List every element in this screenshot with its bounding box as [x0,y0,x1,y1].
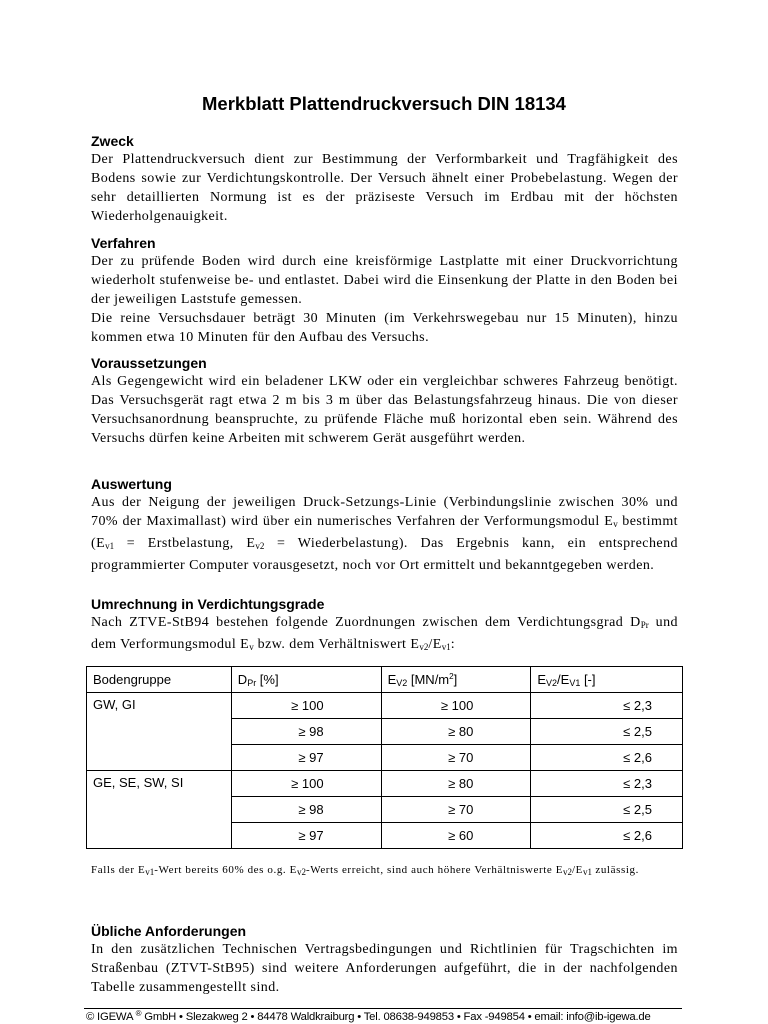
section-text: Aus der Neigung der jeweiligen Druck-Setzungs-Linie (Verbindungslinie zwischen 30% und 70% der Maximallast) wird über ein numerisches Verfahren der Verformungsmodul $E_v$ bestimmt ($E_{v1}$ = Erstbelastung, $E_{v2}$ = Wiederbelastung). Das Ergebnis kann, ein entsprechend programmierter Computer vorausgesetzt, noch vor Ort ermittelt und bekanntgegeben werden. [91,495,678,573]
table-cell-ratio: ≤ 2,6 [531,823,683,849]
table-cell-dpr: ≥ 97 [231,745,381,771]
section-heading: Verfahren [91,235,156,251]
table-cell-ev2: ≥ 70 [381,797,531,823]
section-heading: Auswertung [91,476,172,492]
section-heading: Umrechnung in Verdichtungsgrade [91,596,325,612]
table-cell-ratio: ≤ 2,5 [531,719,683,745]
header-ratio: $E_{V2}/E_{V1}$ [-] [531,667,683,693]
section-text: Nach ZTVE-StB94 bestehen folgende Zuordnungen zwischen dem Verdichtungsgrad $D_{Pr}$ und dem Verformungsmodul $E_v$ bzw. dem Verhältniswert $E_{v2}/E_{v1}$: [91,615,678,652]
table-row [87,693,683,719]
table-header-row [87,667,683,693]
section-heading: Übliche Anforderungen [91,923,247,939]
section-auswertung [91,476,678,575]
table-cell-ratio: ≤ 2,6 [531,745,683,771]
section-anforderungen [91,923,678,997]
header-dpr: $D_{Pr}$ [%] [231,667,381,693]
header-ev2: $E_{V2}$ $[MN/m^2]$ [381,667,531,693]
page-title: Merkblatt Plattendruckversuch DIN 18134 [202,93,566,114]
table-cell-ev2: ≥ 70 [381,745,531,771]
table-cell-dpr: ≥ 100 [231,693,381,719]
table-cell-ratio: ≤ 2,3 [531,771,683,797]
table-cell-ratio: ≤ 2,5 [531,797,683,823]
section-voraussetzungen [91,355,678,448]
section-text: Der Plattendruckversuch dient zur Bestimmung der Verformbarkeit und Tragfähigkeit des Bodens sowie zur Verdichtungskontrolle. Der Versuch ähnelt einer Probebelastung. Wegen der sehr detaillierten Normung ist es der präziseste Versuch im Erdbau mit der höchsten Wiederholgenauigkeit. [91,152,678,224]
table-cell-dpr: ≥ 98 [231,797,381,823]
header-bodengruppe: Bodengruppe [87,667,232,693]
section-umrechnung [91,596,678,657]
table-group-cell: GE, SE, SW, SI [87,771,232,849]
table-cell-dpr: ≥ 100 [231,771,381,797]
table-cell-dpr: ≥ 97 [231,823,381,849]
table-cell-ev2: ≥ 80 [381,771,531,797]
table-cell-ev2: ≥ 80 [381,719,531,745]
page-footer: © IGEWA ® GmbH • Slezakweg 2 • 84478 Waldkraiburg • Tel. 08638-949853 • Fax -949854 • email: info@ib-igewa.de [86,1009,651,1023]
section-text: Als Gegengewicht wird ein beladener LKW oder ein vergleichbar schweres Fahrzeug benötigt. Das Versuchsgerät ragt etwa 2 m bis 3 m über das Belastungsfahrzeug hinaus. Die von dieser Versuchsanordnung beanspruchte, zu prüfende Fläche muß horizontal eben sein. Während des Versuchs dürfen keine Arbeiten mit schwerem Gerät ausgeführt werden. [91,374,678,446]
section-text: In den zusätzlichen Technischen Vertragsbedingungen und Richtlinien für Tragschichten im Straßenbau (ZTVT-StB95) sind weitere Anforderungen aufgeführt, die in der nachfolgenden Tabelle zusammengestellt sind. [91,942,678,995]
section-text: Der zu prüfende Boden wird durch eine kreisförmige Lastplatte mit einer Druckvorrichtung wiederholt stufenweise be- und entlastet. Dabei wird die Einsenkung der Platte in den Boden bei der jeweiligen Laststufe gemessen. [91,254,678,307]
section-heading: Zweck [91,133,134,149]
compaction-table [86,666,683,849]
section-verfahren [91,235,678,347]
table-cell-ev2: ≥ 60 [381,823,531,849]
section-text: Die reine Versuchsdauer beträgt 30 Minuten (im Verkehrswegebau nur 15 Minuten), hinzu kommen etwa 10 Minuten für den Aufbau des Versuchs. [91,311,678,345]
section-heading: Voraussetzungen [91,355,207,371]
table-cell-ratio: ≤ 2,3 [531,693,683,719]
table-row [87,771,683,797]
table-cell-dpr: ≥ 98 [231,719,381,745]
table-cell-ev2: ≥ 100 [381,693,531,719]
table-footnote: Falls der $E_{v1}$-Wert bereits 60% des o.g. $E_{v2}$-Werts erreicht, sind auch höhere Verhältniswerte $E_{v2}/E_{v1}$ zulässig. [91,864,639,877]
table-group-cell: GW, GI [87,693,232,771]
section-zweck [91,133,678,226]
